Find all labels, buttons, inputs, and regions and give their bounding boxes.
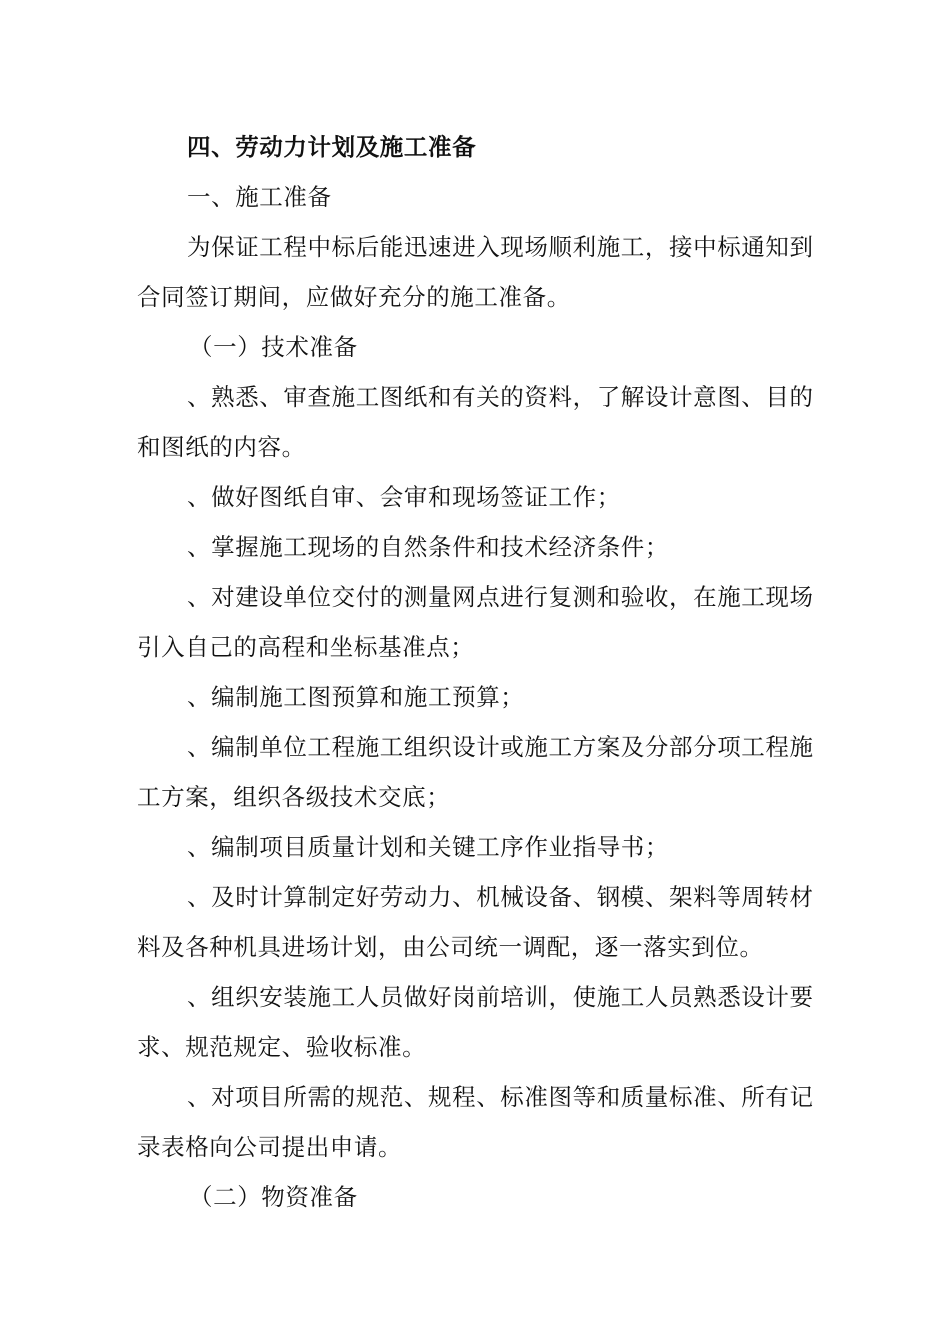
list-item-4-line-1: 、对建设单位交付的测量网点进行复测和验收，在施工现场 — [187, 583, 814, 611]
document-heading: 四、劳动力计划及施工准备 — [187, 133, 477, 161]
list-item-1-line-2: 和图纸的内容。 — [137, 433, 306, 461]
list-item-8-line-1: 、及时计算制定好劳动力、机械设备、钢模、架料等周转材 — [187, 883, 814, 911]
list-item-6-line-1: 、编制单位工程施工组织设计或施工方案及分部分项工程施 — [187, 733, 814, 761]
list-item-9-line-2: 求、规范规定、验收标准。 — [137, 1033, 427, 1061]
list-item-7-line-1: 、编制项目质量计划和关键工序作业指导书； — [187, 833, 669, 861]
subsection-title-technical: （一）技术准备 — [189, 333, 358, 361]
list-item-2-line-1: 、做好图纸自审、会审和现场签证工作； — [187, 483, 621, 511]
list-item-8-line-2: 料及各种机具进场计划，由公司统一调配，逐一落实到位。 — [137, 933, 764, 961]
list-item-6-line-2: 工方案，组织各级技术交底； — [137, 783, 451, 811]
intro-line-2: 合同签订期间，应做好充分的施工准备。 — [137, 283, 571, 311]
section-title: 一、施工准备 — [187, 183, 332, 211]
list-item-10-line-1: 、对项目所需的规范、规程、标准图等和质量标准、所有记 — [187, 1083, 814, 1111]
list-item-3-line-1: 、掌握施工现场的自然条件和技术经济条件； — [187, 533, 669, 561]
list-item-4-line-2: 引入自己的高程和坐标基准点； — [137, 633, 475, 661]
document-body — [137, 122, 852, 1222]
list-item-1-line-1: 、熟悉、审查施工图纸和有关的资料，了解设计意图、目的 — [187, 383, 814, 411]
intro-line-1: 为保证工程中标后能迅速进入现场顺利施工，接中标通知到 — [187, 233, 814, 261]
subsection-title-materials: （二）物资准备 — [189, 1183, 358, 1211]
list-item-10-line-2: 录表格向公司提出申请。 — [137, 1133, 403, 1161]
list-item-5-line-1: 、编制施工图预算和施工预算； — [187, 683, 525, 711]
list-item-9-line-1: 、组织安装施工人员做好岗前培训，使施工人员熟悉设计要 — [187, 983, 814, 1011]
